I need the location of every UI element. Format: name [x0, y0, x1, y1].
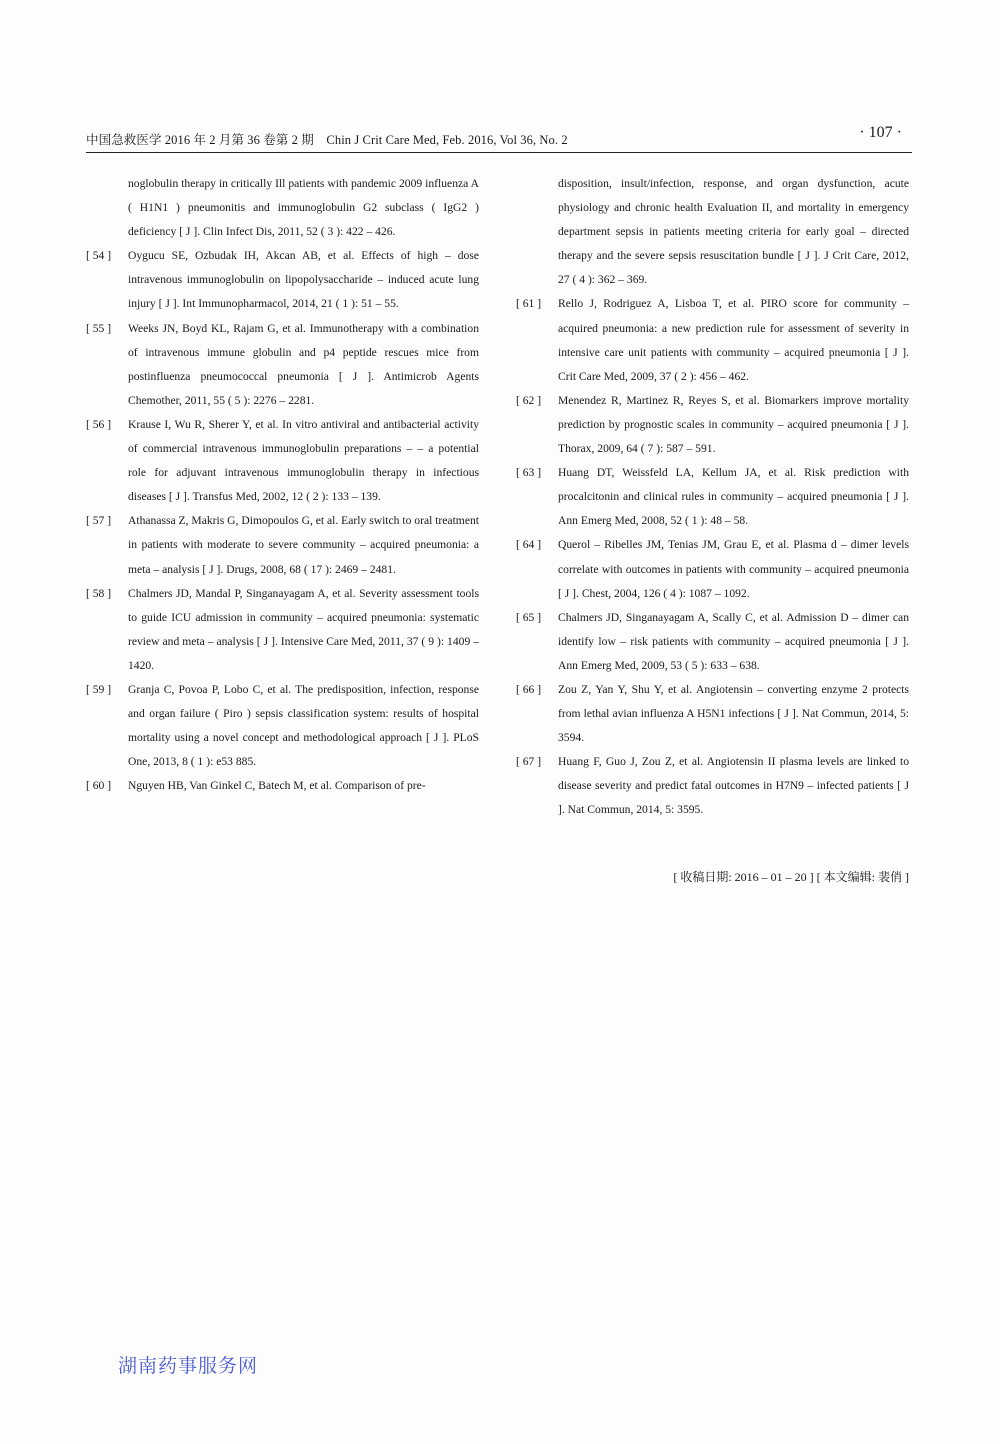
reference-text: Chalmers JD, Mandal P, Singanayagam A, et al. Severity assessment tools to guide ICU admission in community – acquired pneumonia: systematic review and meta – analysis [ J ]. Intensive Care Med, 2011, 37 ( 9 ): 1409 – 1420.	[128, 586, 479, 672]
reference-number: [ 61 ]	[516, 297, 542, 311]
reference-text: Krause I, Wu R, Sherer Y, et al. In vitro antiviral and antibacterial activity of commercial intravenous immunoglobulin preparations – – a potential role for adjuvant intravenous immunoglobulin therapy in infectious diseases [ J ]. Transfus Med, 2002, 12 ( 2 ): 133 – 139.	[128, 417, 479, 504]
reference-number: [ 55 ]	[86, 321, 112, 335]
reference-text: Rello J, Rodriguez A, Lisboa T, et al. PIRO score for community – acquired pneumonia: a new prediction rule for assessment of severity in intensive care unit patients with community – acquired pneumonia [ J ]. Crit Care Med, 2009, 37 ( 2 ): 456 – 462.	[558, 297, 909, 383]
running-head: 中国急救医学 2016 年 2 月第 36 卷第 2 期 Chin J Crit Care Med, Feb. 2016, Vol 36, No. 2	[86, 133, 568, 147]
reference-item	[86, 317, 479, 413]
reference-text: Querol – Ribelles JM, Tenias JM, Grau E, et al. Plasma d – dimer levels correlate with outcomes in patients with community – acquired pneumonia [ J ]. Chest, 2004, 126 ( 4 ): 1087 – 1092.	[558, 538, 909, 600]
reference-number: [ 62 ]	[516, 393, 542, 407]
reference-text: Menendez R, Martinez R, Reyes S, et al. Biomarkers improve mortality prediction by prognostic scales in community – acquired pneumonia [ J ]. Thorax, 2009, 64 ( 7 ): 587 – 591.	[558, 393, 909, 456]
reference-number: [ 67 ]	[516, 755, 542, 769]
reference-text: Athanassa Z, Makris G, Dimopoulos G, et al. Early switch to oral treatment in patients with moderate to severe community – acquired pneumonia: a meta – analysis [ J ]. Drugs, 2008, 68 ( 17 ): 2469 – 2481.	[128, 514, 479, 576]
received-date-line: [ 收稿日期: 2016 – 01 – 20 ] [ 本文编辑: 裴俏 ]	[673, 870, 909, 884]
reference-text: Weeks JN, Boyd KL, Rajam G, et al. Immunotherapy with a combination of intravenous immune globulin and p4 peptide rescues mice from postinfluenza pneumococcal pneumonia [ J ]. Antimicrob Agents Chemother, 2011, 55 ( 5 ): 2276 – 2281.	[128, 321, 479, 407]
reference-text: Nguyen HB, Van Ginkel C, Batech M, et al. Comparison of pre-	[128, 779, 426, 793]
reference-item	[86, 509, 479, 581]
reference-item	[86, 678, 479, 774]
reference-item	[516, 533, 909, 605]
reference-number: [ 60 ]	[86, 779, 112, 793]
reference-number: [ 57 ]	[86, 514, 112, 528]
reference-number: [ 56 ]	[86, 417, 112, 431]
reference-text: Zou Z, Yan Y, Shu Y, et al. Angiotensin – converting enzyme 2 protects from lethal avian influenza A H5N1 infections [ J ]. Nat Commun, 2014, 5: 3594.	[558, 682, 909, 745]
reference-text: Huang DT, Weissfeld LA, Kellum JA, et al. Risk prediction with procalcitonin and clinical rules in community – acquired pneumonia [ J ]. Ann Emerg Med, 2008, 52 ( 1 ): 48 – 58.	[558, 466, 909, 528]
reference-text: Chalmers JD, Singanayagam A, Scally C, et al. Admission D – dimer can identify low – risk patients with community – acquired pneumonia [ J ]. Ann Emerg Med, 2009, 53 ( 5 ): 633 – 638.	[558, 610, 909, 672]
page-number: · 107 ·	[859, 124, 902, 141]
reference-number: [ 64 ]	[516, 538, 542, 552]
reference-item	[516, 750, 909, 822]
reference-item	[516, 678, 909, 750]
reference-continuation: disposition, insult/infection, response, and organ dysfunction, acute physiology and chronic health Evaluation II, and mortality in emergency department sepsis in patients meeting criteria for early goal – directed therapy and the severe sepsis resuscitation bundle [ J ]. J Crit Care, 2012, 27 ( 4 ): 362 – 369.	[558, 177, 909, 287]
right-column	[516, 172, 909, 823]
reference-number: [ 65 ]	[516, 610, 542, 624]
reference-number: [ 58 ]	[86, 586, 112, 600]
running-header	[86, 124, 912, 153]
reference-continuation: noglobulin therapy in critically Ill patients with pandemic 2009 influenza A ( H1N1 ) pneumonitis and immunoglobulin G2 subclass ( IgG2 ) deficiency [ J ]. Clin Infect Dis, 2011, 52 ( 3 ): 422 – 426.	[128, 177, 479, 239]
reference-item	[86, 582, 479, 678]
reference-item	[86, 413, 479, 509]
watermark-text: 湖南药事服务网	[118, 1355, 259, 1377]
left-column	[86, 172, 479, 798]
reference-number: [ 54 ]	[86, 249, 112, 263]
reference-number: [ 66 ]	[516, 682, 542, 696]
reference-item	[516, 389, 909, 461]
reference-item	[86, 244, 479, 316]
reference-item	[86, 774, 479, 798]
reference-text: Oygucu SE, Ozbudak IH, Akcan AB, et al. Effects of high – dose intravenous immunoglobulin on lipopolysaccharide – induced acute lung injury [ J ]. Int Immunopharmacol, 2014, 21 ( 1 ): 51 – 55.	[128, 249, 479, 311]
reference-item	[516, 292, 909, 388]
reference-text: Huang F, Guo J, Zou Z, et al. Angiotensin II plasma levels are linked to disease severity and predict fatal outcomes in H7N9 – infected patients [ J ]. Nat Commun, 2014, 5: 3595.	[558, 755, 909, 817]
reference-item	[516, 461, 909, 533]
reference-number: [ 59 ]	[86, 682, 112, 696]
reference-item	[516, 606, 909, 678]
reference-number: [ 63 ]	[516, 466, 542, 480]
reference-text: Granja C, Povoa P, Lobo C, et al. The predisposition, infection, response and organ failure ( Piro ) sepsis classification system: results of hospital mortality using a novel concept and methodological approach [ J ]. PLoS One, 2013, 8 ( 1 ): e53 885.	[128, 682, 479, 769]
